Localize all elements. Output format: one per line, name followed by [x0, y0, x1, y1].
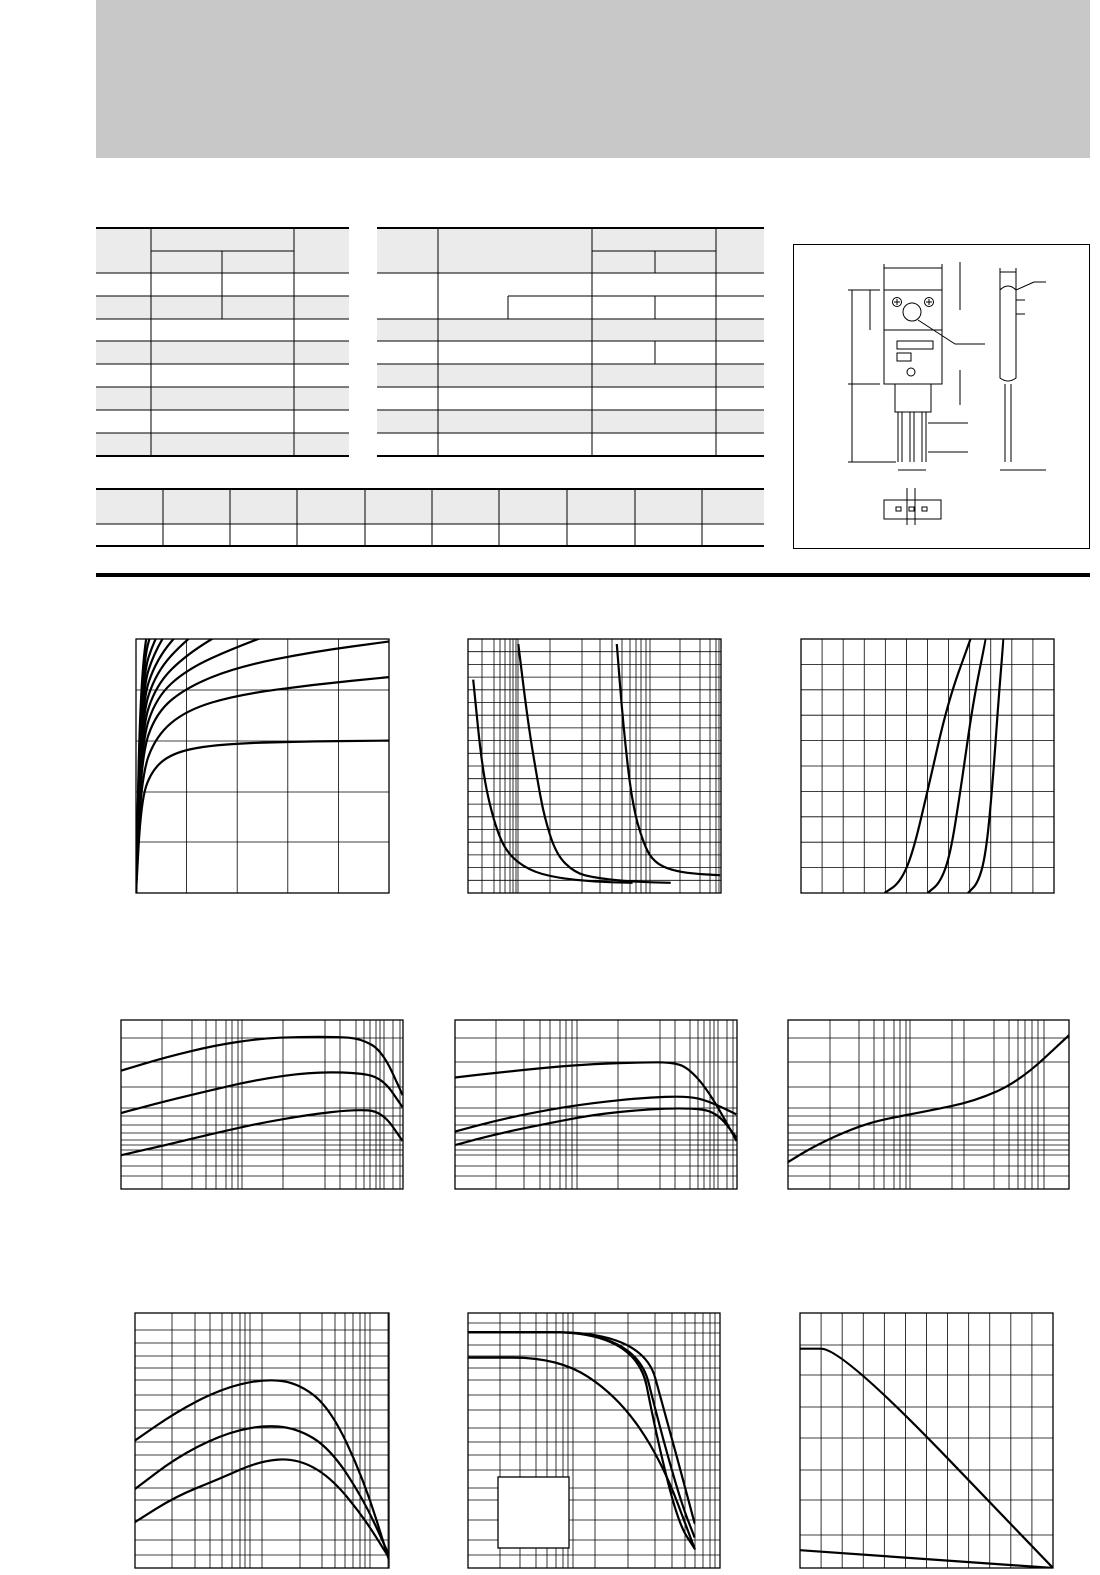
chart-series-line	[518, 644, 670, 883]
plot-frame	[136, 639, 389, 893]
chart-grid	[468, 639, 721, 893]
chart-series-line	[473, 680, 632, 883]
chart-series-line	[136, 677, 389, 893]
chart-series-line	[136, 537, 313, 893]
chart-3	[801, 639, 1054, 893]
chart-series-line	[136, 537, 222, 893]
chart-grid	[801, 639, 1054, 893]
chart-grid	[136, 639, 389, 893]
chart-9	[800, 1313, 1053, 1568]
chart-grid	[135, 1313, 389, 1568]
chart-2	[468, 639, 721, 893]
plot-frame	[121, 1020, 403, 1189]
chart-series-line	[136, 642, 389, 894]
chart-1	[136, 537, 389, 893]
chart-series-line	[136, 741, 389, 893]
chart-series-line	[121, 1072, 403, 1113]
plot-frame	[455, 1020, 737, 1189]
chart-8	[468, 1313, 720, 1568]
chart-grid	[788, 1020, 1069, 1189]
chart-series-line	[136, 537, 389, 893]
chart-grid	[121, 1020, 403, 1189]
chart-5	[455, 1020, 737, 1189]
chart-series-line	[136, 537, 242, 893]
chart-7	[135, 1313, 389, 1568]
chart-inset-box	[498, 1477, 569, 1548]
chart-grid	[455, 1020, 737, 1189]
chart-6	[788, 1020, 1069, 1189]
chart-series-line	[617, 644, 721, 875]
chart-4	[121, 1020, 403, 1189]
